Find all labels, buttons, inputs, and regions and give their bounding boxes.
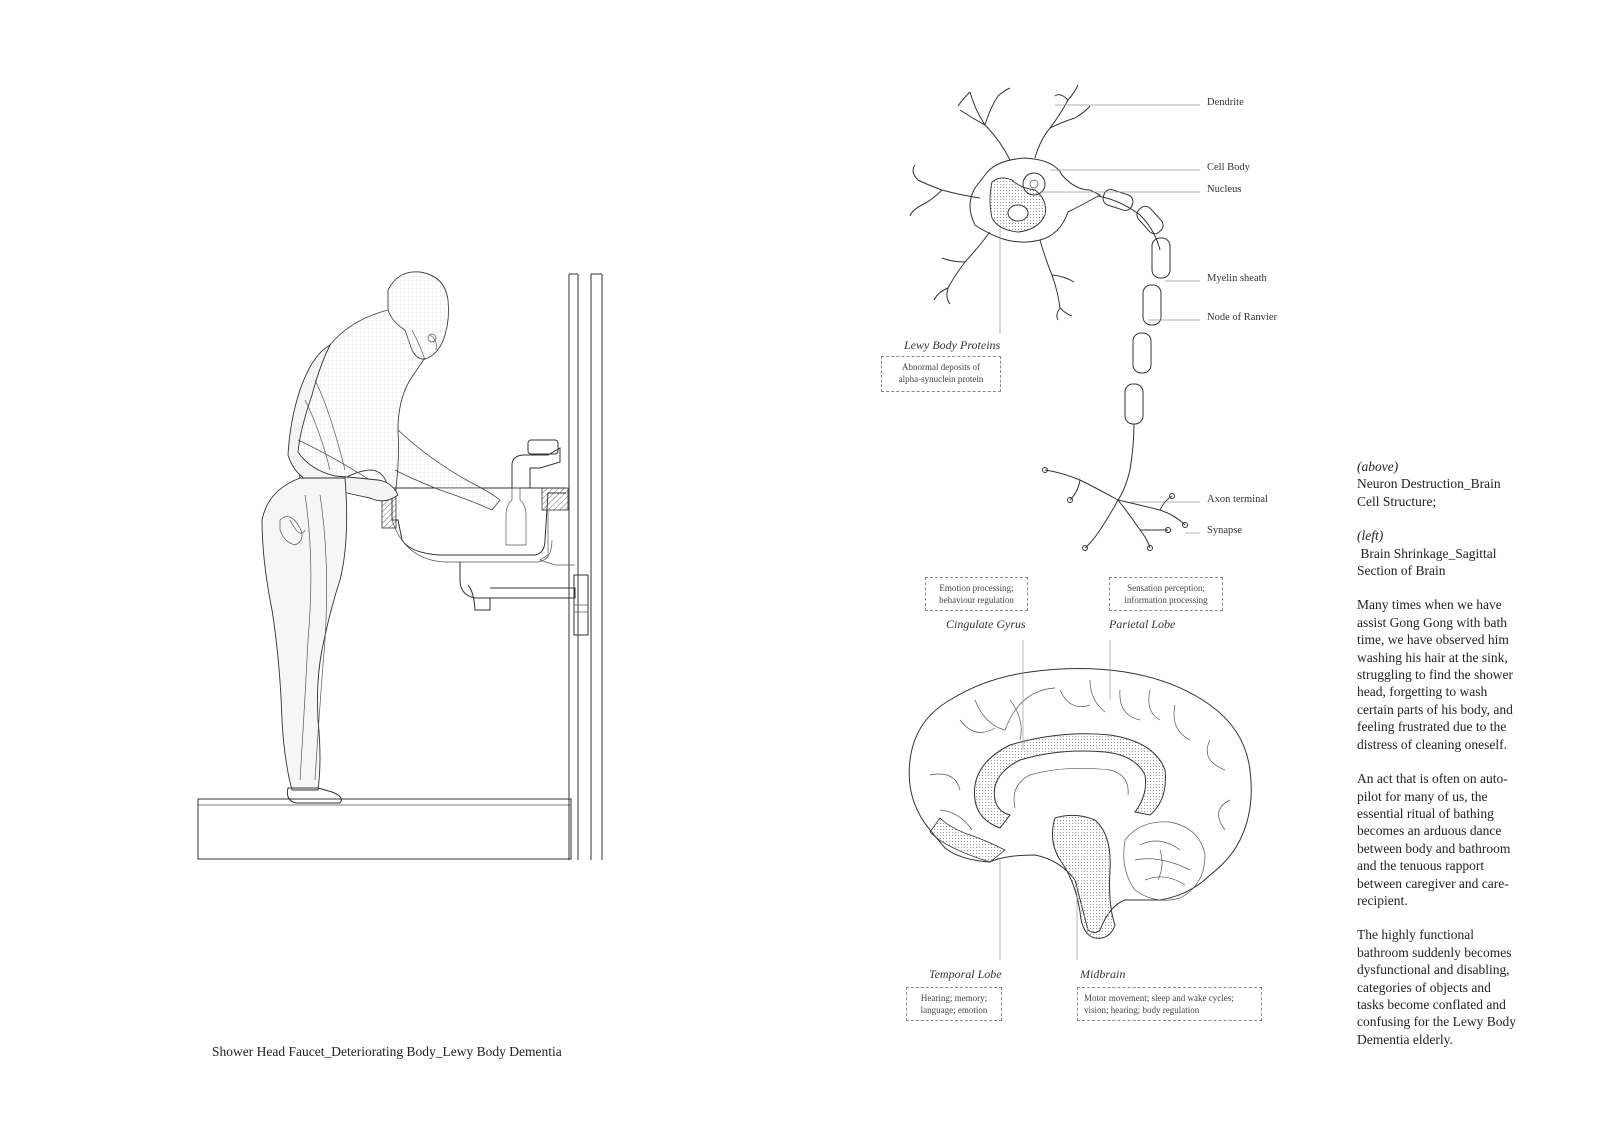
above-tag: (above)	[1357, 459, 1399, 474]
midbrain-desc-line2: vision; hearing; body regulation	[1084, 1005, 1200, 1015]
para2-line: An act that is often on auto-	[1357, 771, 1508, 787]
para1-line: feeling frustrated due to the	[1357, 719, 1507, 735]
temporal-title: Temporal Lobe	[929, 967, 1002, 981]
lewy-body-title: Lewy Body Proteins	[904, 338, 1001, 352]
para1-line: certain parts of his body, and	[1357, 701, 1513, 717]
midbrain-desc-box	[1077, 987, 1262, 1021]
para3-line: The highly functional	[1357, 927, 1474, 943]
parietal-desc-line2: information processing	[1124, 595, 1208, 605]
para3-line: categories of objects and	[1357, 979, 1491, 995]
temporal-desc-line2: language; emotion	[920, 1005, 988, 1015]
brain-cingulate-gyrus	[974, 734, 1165, 828]
para3-line: confusing for the Lewy Body	[1357, 1014, 1516, 1030]
brain-cerebellum	[1124, 822, 1205, 900]
brain-midbrain	[1052, 815, 1115, 938]
para2-line: pilot for many of us, the	[1357, 788, 1488, 804]
lewy-desc-line2: alpha-synuclein protein	[898, 374, 984, 384]
cingulate-desc-line2: behaviour regulation	[939, 595, 1014, 605]
para2-line: becomes an arduous dance	[1357, 823, 1502, 839]
label-axon-terminal: Axon terminal	[1207, 494, 1268, 505]
label-myelin-sheath: Myelin sheath	[1207, 273, 1267, 284]
parietal-desc-line1: Sensation perception;	[1127, 583, 1205, 593]
midbrain-desc-line1: Motor movement; sleep and wake cycles;	[1084, 993, 1234, 1003]
paragraph-2	[1357, 770, 1547, 909]
parietal-title: Parietal Lobe	[1109, 617, 1176, 631]
left-line1: Brain Shrinkage_Sagittal	[1357, 545, 1497, 561]
para2-line: and the tenuous rapport	[1357, 858, 1485, 874]
para3-line: dysfunctional and disabling,	[1357, 962, 1510, 978]
temporal-desc-line1: Hearing; memory;	[920, 993, 988, 1003]
label-synapse: Synapse	[1207, 525, 1242, 536]
para1-line: distress of cleaning oneself.	[1357, 736, 1507, 752]
cingulate-desc-box	[925, 577, 1028, 611]
cingulate-desc-line1: Emotion processing;	[939, 583, 1014, 593]
para1-line: assist Gong Gong with bath	[1357, 614, 1507, 630]
cingulate-title: Cingulate Gyrus	[946, 617, 1026, 631]
label-cell-body: Cell Body	[1207, 162, 1250, 173]
label-node-of-ranvier: Node of Ranvier	[1207, 312, 1277, 323]
label-dendrite: Dendrite	[1207, 97, 1244, 108]
para1-line: struggling to find the shower	[1357, 667, 1513, 683]
para3-line: Dementia elderly.	[1357, 1031, 1453, 1047]
paragraph-1	[1357, 596, 1547, 753]
left-line2: Section of Brain	[1357, 563, 1446, 579]
para3-line: bathroom suddenly becomes	[1357, 944, 1512, 960]
para1-line: time, we have observed him	[1357, 632, 1509, 648]
para2-line: essential ritual of bathing	[1357, 805, 1494, 821]
para3-line: tasks become conflated and	[1357, 996, 1506, 1012]
lewy-desc-line1: Abnormal deposits of	[902, 362, 980, 372]
para2-line: between body and bathroom	[1357, 840, 1511, 856]
para1-line: Many times when we have	[1357, 597, 1502, 613]
label-nucleus: Nucleus	[1207, 184, 1242, 195]
para1-line: head, forgetting to wash	[1357, 684, 1488, 700]
left-caption: Shower Head Faucet_Deteriorating Body_Lewy Body Dementia	[212, 1044, 562, 1059]
side-text-column	[1357, 458, 1547, 1048]
temporal-desc-box	[906, 987, 1002, 1021]
above-line2: Cell Structure;	[1357, 493, 1437, 509]
midbrain-title: Midbrain	[1080, 967, 1126, 981]
parietal-desc-box	[1109, 577, 1223, 611]
paragraph-3	[1357, 926, 1547, 1048]
para1-line: washing his hair at the sink,	[1357, 649, 1508, 665]
above-line1: Neuron Destruction_Brain	[1357, 476, 1501, 492]
left-tag: (left)	[1357, 528, 1384, 544]
para2-line: between caregiver and care-	[1357, 875, 1509, 891]
para2-line: recipient.	[1357, 892, 1408, 908]
